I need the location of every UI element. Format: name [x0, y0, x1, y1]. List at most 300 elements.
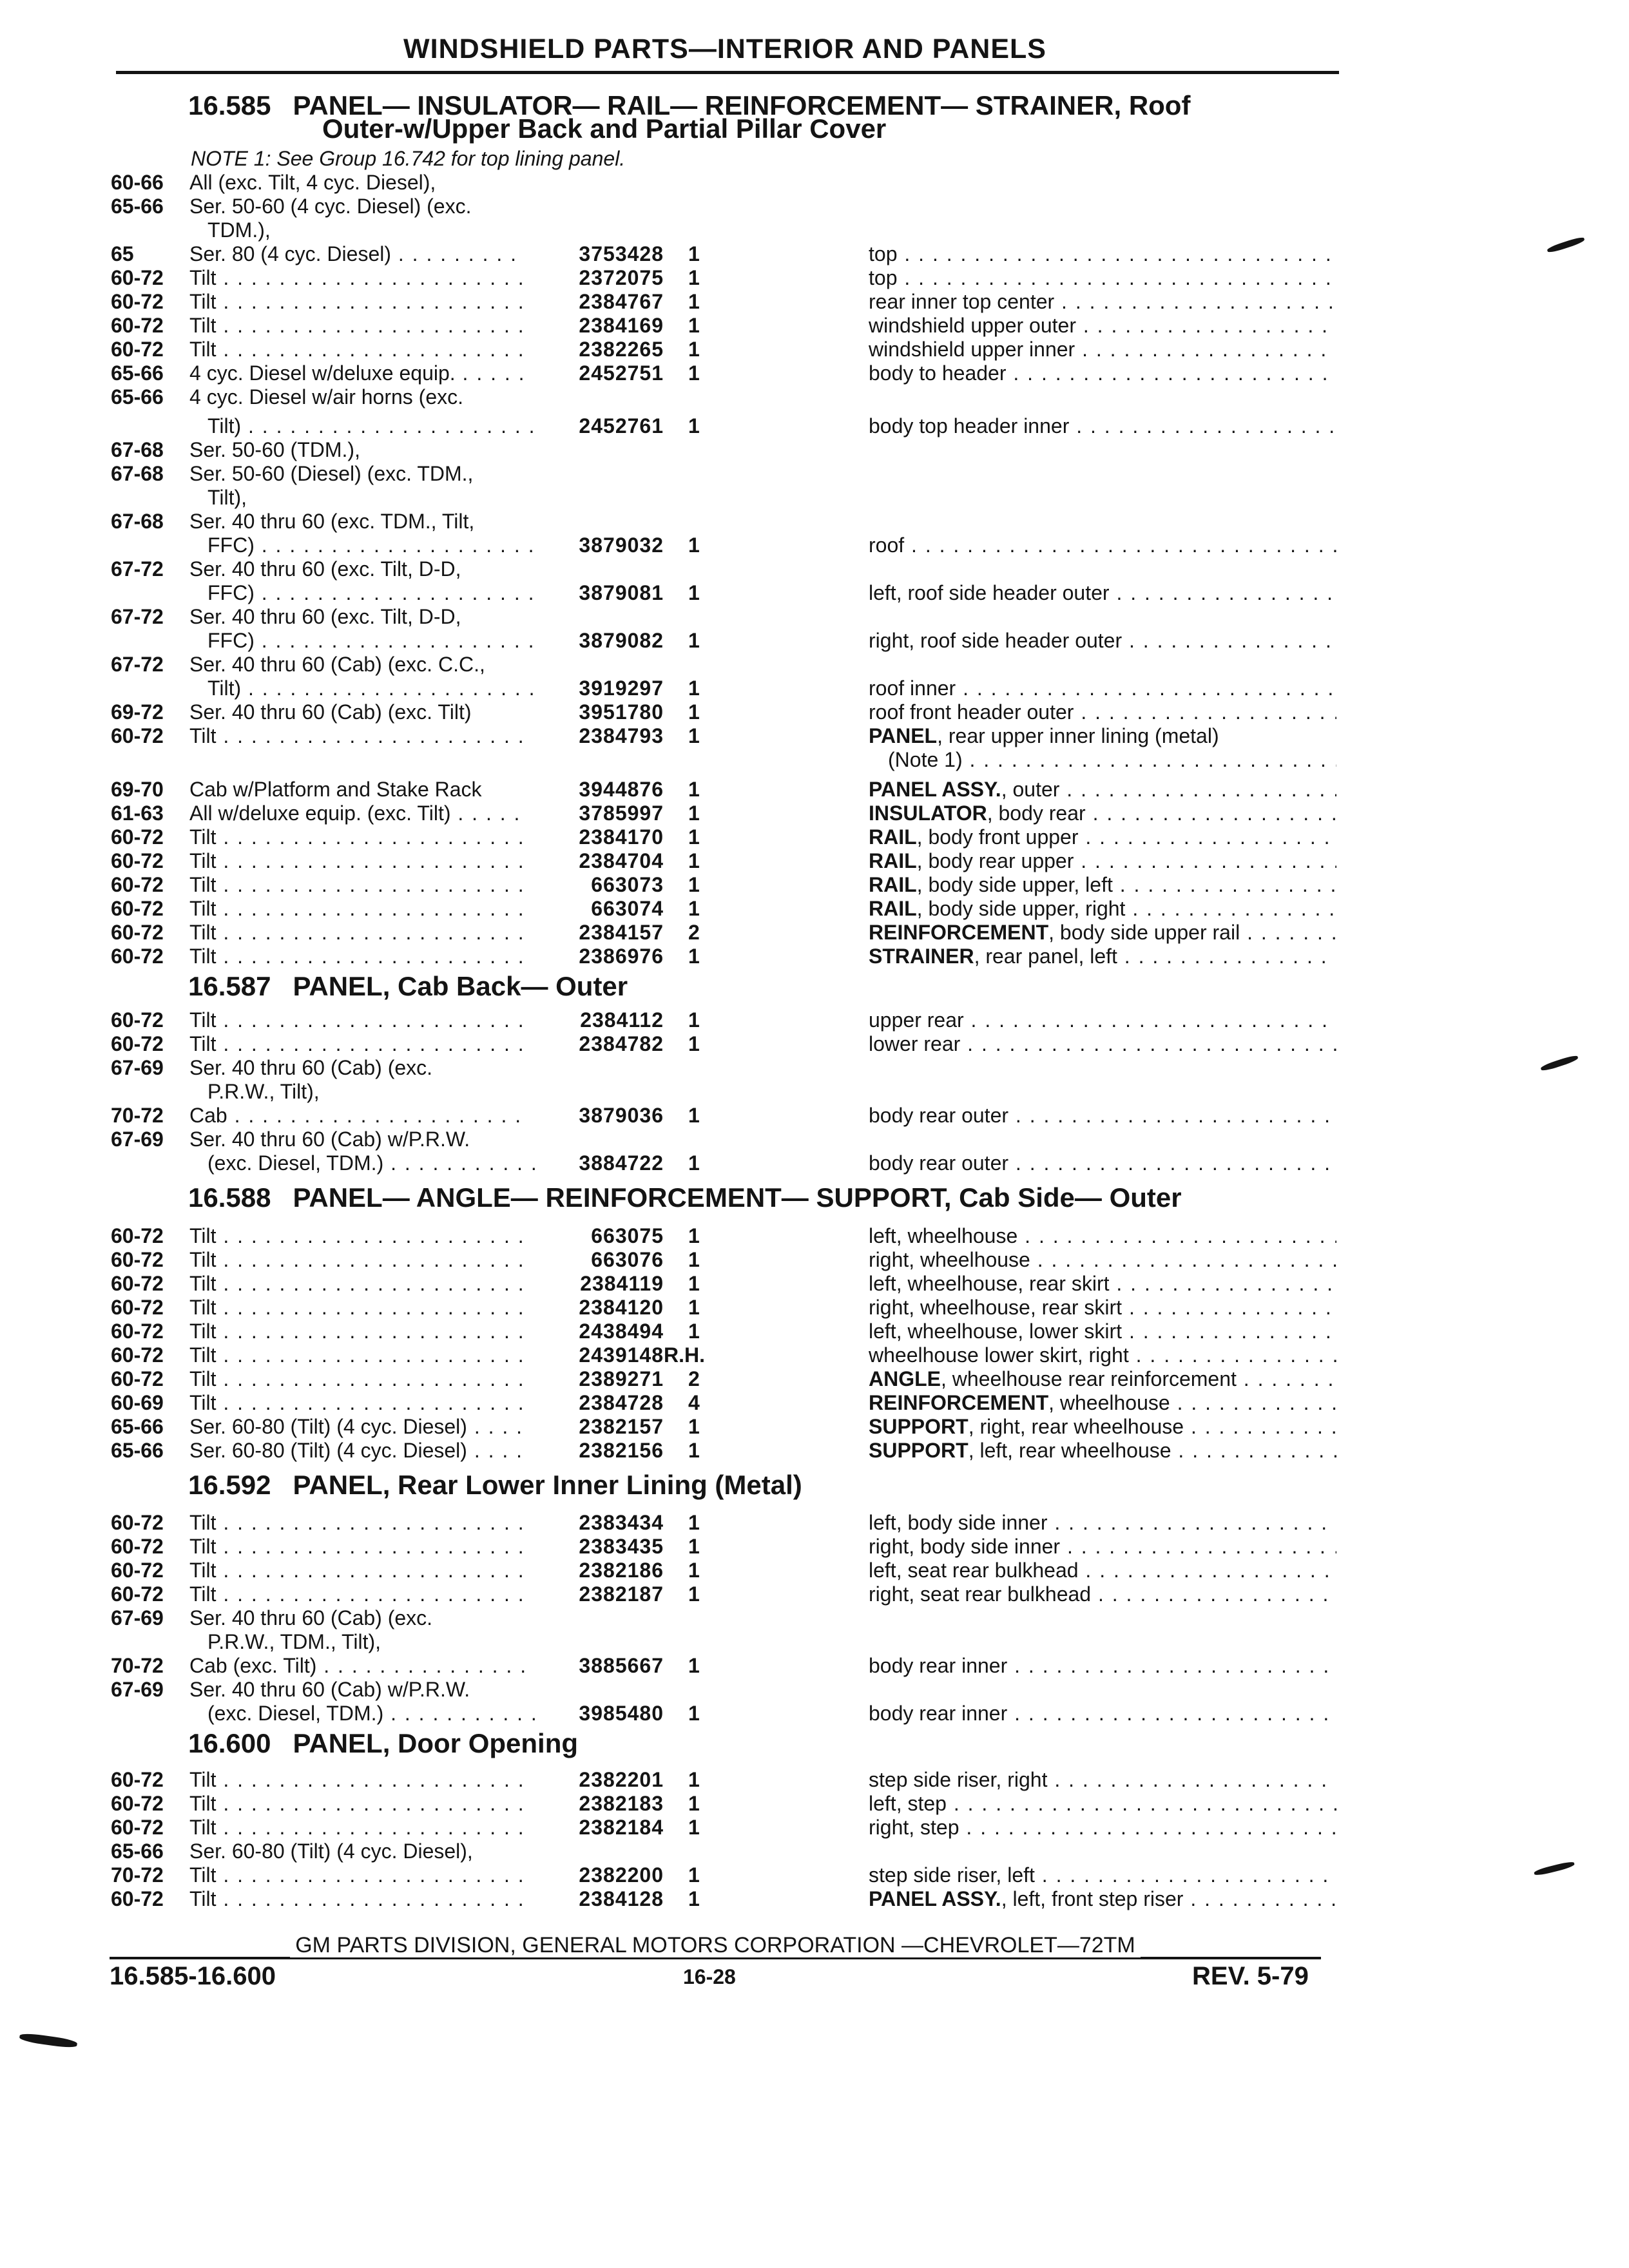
part-name: body to header . . . [869, 361, 1336, 385]
footer-publisher [110, 1933, 1321, 1958]
model-years: 60-72 [111, 290, 164, 313]
model-years: 60-72 [111, 266, 164, 289]
application: Tilt . . . [189, 825, 525, 849]
application: Tilt . . . [189, 1816, 525, 1840]
model-years: 60-72 [111, 1582, 164, 1606]
application: All w/deluxe equip. (exc. Tilt) . . . [189, 802, 525, 825]
part-number: 3879081 [579, 581, 664, 604]
part-name: left, wheelhouse, rear skirt . . . [869, 1272, 1336, 1296]
application: Ser. 50-60 (TDM.), [189, 438, 360, 461]
application: Tilt) . . . [207, 414, 543, 438]
model-years: 70-72 [111, 1863, 164, 1887]
quantity: 1 [688, 849, 700, 872]
part-name: body rear outer . . . [869, 1151, 1336, 1175]
quantity: 1 [688, 700, 700, 724]
application: FFC) . . . [207, 629, 543, 653]
part-number: 2382200 [579, 1863, 664, 1887]
application: FFC) . . . [207, 533, 543, 557]
part-number: 2384728 [579, 1391, 664, 1414]
part-name [869, 945, 1336, 968]
part-number: 3919297 [579, 677, 664, 700]
model-years: 60-72 [111, 921, 164, 944]
application: Ser. 40 thru 60 (Cab) (exc. C.C., [189, 653, 485, 676]
part-number: 2383434 [579, 1511, 664, 1534]
part-name: upper rear . . . [869, 1008, 1336, 1032]
application: FFC) . . . [207, 581, 543, 605]
application: Tilt . . . [189, 1272, 525, 1296]
model-years: 60-72 [111, 945, 164, 968]
part-number: 663073 [591, 873, 664, 896]
part-name: rear inner top center . . . [869, 290, 1336, 314]
part-number: 2382187 [579, 1582, 664, 1606]
model-years: 60-72 [111, 1792, 164, 1815]
model-years: 60-72 [111, 1816, 164, 1839]
scan-mark [1540, 1054, 1579, 1072]
part-name-bold: PANEL [869, 724, 938, 747]
application: Tilt . . . [189, 1559, 525, 1582]
part-number: 2382156 [579, 1439, 664, 1462]
application: Tilt . . . [189, 1511, 525, 1535]
quantity: 1 [688, 266, 700, 289]
model-years: 60-72 [111, 1032, 164, 1055]
model-years: 67-68 [111, 438, 164, 461]
quantity: 1 [688, 1296, 700, 1319]
application: Ser. 40 thru 60 (Cab) w/P.R.W. [189, 1128, 470, 1151]
quantity: 1 [688, 1104, 700, 1127]
application: Ser. 60-80 (Tilt) (4 cyc. Diesel) . . . [189, 1439, 525, 1463]
part-number: 2384112 [580, 1008, 664, 1032]
part-name: right, step . . . [869, 1816, 1336, 1840]
quantity: 1 [688, 1887, 700, 1910]
part-name [869, 825, 1336, 849]
part-number: 3879036 [579, 1104, 664, 1127]
model-years: 65-66 [111, 1439, 164, 1462]
quantity: 1 [688, 873, 700, 896]
application: Tilt . . . [189, 338, 525, 361]
part-name-rest: , right, rear wheelhouse [968, 1415, 1184, 1438]
model-years: 65 [111, 242, 134, 265]
section-title: PANEL— INSULATOR— RAIL— REINFORCEMENT— STRAINER, Roof [293, 90, 1191, 120]
scan-mark [1547, 236, 1585, 254]
part-name-bold: RAIL [869, 873, 917, 896]
application: Ser. 40 thru 60 (Cab) w/P.R.W. [189, 1678, 470, 1701]
model-years: 60-66 [111, 171, 164, 194]
quantity: 1 [688, 1559, 700, 1582]
part-name: left, roof side header outer . . . [869, 581, 1336, 605]
application: 4 cyc. Diesel w/deluxe equip. . . . [189, 361, 525, 385]
section-note: NOTE 1: See Group 16.742 for top lining panel. [191, 147, 626, 170]
quantity: 1 [688, 1320, 700, 1343]
application: P.R.W., TDM., Tilt), [207, 1630, 381, 1653]
part-name [869, 1439, 1336, 1463]
part-name: top . . . [869, 242, 1336, 266]
model-years: 67-72 [111, 557, 164, 581]
part-name: roof . . . [869, 533, 1336, 557]
model-years: 65-66 [111, 361, 164, 385]
quantity: 1 [688, 1863, 700, 1887]
part-name-bold: REINFORCEMENT [869, 1391, 1049, 1414]
part-name [869, 1367, 1336, 1391]
quantity: 1 [688, 825, 700, 849]
part-number: 2384170 [579, 825, 664, 849]
model-years: 60-72 [111, 1296, 164, 1319]
footer-revision: REV. 5-79 [1192, 1962, 1309, 1990]
application: Tilt . . . [189, 1535, 525, 1559]
model-years: 60-72 [111, 1559, 164, 1582]
quantity: 1 [688, 724, 700, 747]
part-name [869, 1391, 1336, 1415]
model-years: 60-72 [111, 1511, 164, 1534]
part-name [869, 873, 1336, 897]
part-name [869, 802, 1336, 825]
quantity: 1 [688, 802, 700, 825]
part-name: wheelhouse lower skirt, right . . . [869, 1343, 1336, 1367]
application: Ser. 50-60 (4 cyc. Diesel) (exc. [189, 195, 472, 218]
application: Ser. 50-60 (Diesel) (exc. TDM., [189, 462, 474, 485]
quantity: 1 [688, 1511, 700, 1534]
quantity: 1 [688, 1439, 700, 1462]
model-years: 60-72 [111, 1320, 164, 1343]
application: Tilt . . . [189, 1343, 525, 1367]
application: Tilt . . . [189, 1582, 525, 1606]
part-name: windshield upper inner . . . [869, 338, 1336, 361]
part-name-bold: ANGLE [869, 1367, 941, 1390]
part-name-rest: , outer [1001, 778, 1060, 801]
quantity: 1 [688, 1816, 700, 1839]
quantity: 1 [688, 1535, 700, 1558]
model-years: 65-66 [111, 195, 164, 218]
model-years: 67-68 [111, 510, 164, 533]
part-number: 2382265 [579, 338, 664, 361]
quantity: 1 [688, 581, 700, 604]
part-name-bold: RAIL [869, 849, 917, 872]
application: Cab . . . [189, 1104, 525, 1128]
part-number: 3753428 [579, 242, 664, 265]
application: Tilt . . . [189, 266, 525, 290]
section-number: 16.585 [188, 90, 271, 120]
part-number: 3944876 [579, 778, 664, 801]
quantity: 1 [688, 1582, 700, 1606]
part-number: 2384793 [579, 724, 664, 747]
part-number: 3951780 [579, 700, 664, 724]
part-name: step side riser, left . . . [869, 1863, 1336, 1887]
part-name: left, body side inner . . . [869, 1511, 1336, 1535]
part-number: 663076 [591, 1248, 664, 1271]
application: Tilt . . . [189, 1768, 525, 1792]
part-name-rest: , body side upper rail [1048, 921, 1240, 944]
section-heading [188, 971, 628, 1002]
model-years: 60-72 [111, 873, 164, 896]
part-number: 3879082 [579, 629, 664, 652]
part-name: body top header inner . . . [869, 414, 1336, 438]
part-name-rest: , left, rear wheelhouse [968, 1439, 1171, 1462]
part-number: 2382184 [579, 1816, 664, 1839]
application: Cab (exc. Tilt) . . . [189, 1654, 525, 1678]
part-name-rest: , wheelhouse [1048, 1391, 1170, 1414]
part-number: 2386976 [579, 945, 664, 968]
part-name-rest: , rear upper inner lining (metal) [937, 724, 1219, 747]
part-number: 2384767 [579, 290, 664, 313]
part-number: 2384119 [580, 1272, 664, 1295]
part-name: top . . . [869, 266, 1336, 290]
model-years: 60-72 [111, 825, 164, 849]
part-number: 3785997 [579, 802, 664, 825]
section-heading [188, 1728, 578, 1759]
model-years: 67-69 [111, 1128, 164, 1151]
quantity: 1 [688, 242, 700, 265]
quantity: 1 [688, 1151, 700, 1175]
application: Tilt . . . [189, 1248, 525, 1272]
part-name-rest: , body side upper, right [916, 897, 1126, 920]
application: Ser. 40 thru 60 (exc. TDM., Tilt, [189, 510, 475, 533]
section-heading [188, 1470, 802, 1501]
part-name [869, 1415, 1336, 1439]
part-name-bold: PANEL ASSY. [869, 778, 1001, 801]
model-years: 60-72 [111, 338, 164, 361]
application: Cab w/Platform and Stake Rack [189, 778, 482, 801]
part-number: 2384128 [579, 1887, 664, 1910]
part-name: right, seat rear bulkhead . . . [869, 1582, 1336, 1606]
application: Tilt . . . [189, 314, 525, 338]
part-number: 2382183 [579, 1792, 664, 1815]
part-name: left, step . . . [869, 1792, 1336, 1816]
quantity: 1 [688, 1768, 700, 1791]
part-number: 2382186 [579, 1559, 664, 1582]
part-name: step side riser, right . . . [869, 1768, 1336, 1792]
part-number: 3884722 [579, 1151, 664, 1175]
model-years: 60-72 [111, 1343, 164, 1367]
part-name-rest: , rear panel, left [974, 945, 1117, 968]
application: Ser. 40 thru 60 (exc. Tilt, D-D, [189, 605, 461, 628]
part-name: roof front header outer . . . [869, 700, 1336, 724]
part-number: 663074 [591, 897, 664, 920]
application: All (exc. Tilt, 4 cyc. Diesel), [189, 171, 436, 194]
quantity: 1 [688, 1702, 700, 1725]
part-name: roof inner . . . [869, 677, 1336, 700]
footer-page-number: 16-28 [683, 1965, 736, 1988]
part-name: body rear inner . . . [869, 1702, 1336, 1725]
model-years: 69-72 [111, 700, 164, 724]
application: (exc. Diesel, TDM.) . . . [207, 1151, 543, 1175]
section-title: PANEL— ANGLE— REINFORCEMENT— SUPPORT, Cab Side— Outer [293, 1182, 1182, 1213]
application: Tilt) . . . [207, 677, 543, 700]
application: Tilt . . . [189, 1224, 525, 1248]
application: Ser. 40 thru 60 (Cab) (exc. [189, 1606, 433, 1629]
quantity: 1 [688, 629, 700, 652]
part-name-bold: SUPPORT [869, 1439, 969, 1462]
part-number: 2372075 [579, 266, 664, 289]
quantity: 1 [688, 897, 700, 920]
section-number: 16.592 [188, 1470, 271, 1500]
part-name [869, 849, 1336, 873]
model-years: 60-72 [111, 1272, 164, 1295]
part-name-bold: REINFORCEMENT [869, 921, 1049, 944]
header-rule [116, 71, 1339, 74]
part-name: left, wheelhouse, lower skirt . . . [869, 1320, 1336, 1343]
scan-mark [19, 2032, 77, 2049]
application: Tilt . . . [189, 849, 525, 873]
part-name-rest: , body front upper [916, 825, 1079, 849]
model-years: 67-72 [111, 605, 164, 628]
quantity: 1 [688, 1654, 700, 1677]
model-years: 60-72 [111, 1535, 164, 1558]
quantity: 1 [688, 1008, 700, 1032]
application: Tilt . . . [189, 1320, 525, 1343]
model-years: 60-72 [111, 849, 164, 872]
model-years: 60-72 [111, 1008, 164, 1032]
part-number: 2383435 [579, 1535, 664, 1558]
part-name: right, body side inner . . . [869, 1535, 1336, 1559]
part-number: 2438494 [579, 1320, 664, 1343]
quantity: 2 [688, 921, 700, 944]
model-years: 60-72 [111, 1248, 164, 1271]
part-name-bold: STRAINER [869, 945, 974, 968]
application: Ser. 40 thru 60 (Cab) (exc. Tilt) [189, 700, 472, 724]
part-name: (Note 1) . . . [888, 748, 1336, 772]
model-years: 65-66 [111, 385, 164, 408]
part-name [869, 1887, 1336, 1911]
model-years: 70-72 [111, 1654, 164, 1677]
quantity: 1 [688, 1032, 700, 1055]
application: Tilt . . . [189, 945, 525, 968]
model-years: 60-72 [111, 1768, 164, 1791]
part-name: right, roof side header outer . . . [869, 629, 1336, 653]
part-name-bold: RAIL [869, 825, 917, 849]
part-name-bold: RAIL [869, 897, 917, 920]
footer-group-range: 16.585-16.600 [110, 1962, 276, 1990]
quantity: 1 [688, 338, 700, 361]
scan-mark [1534, 1860, 1576, 1876]
model-years: 60-72 [111, 1887, 164, 1910]
quantity: 1 [688, 1792, 700, 1815]
application: TDM.), [207, 218, 271, 242]
part-number: 2384782 [579, 1032, 664, 1055]
model-years: 69-70 [111, 778, 164, 801]
part-name-rest: , body rear upper [916, 849, 1074, 872]
quantity: 1 [688, 1415, 700, 1438]
model-years: 60-72 [111, 1224, 164, 1247]
application: (exc. Diesel, TDM.) . . . [207, 1702, 543, 1725]
part-name-bold: PANEL ASSY. [869, 1887, 1001, 1910]
model-years: 61-63 [111, 802, 164, 825]
section-title: PANEL, Rear Lower Inner Lining (Metal) [293, 1470, 802, 1500]
quantity: 2 [688, 1367, 700, 1390]
part-number: 2439148 [579, 1343, 664, 1367]
quantity: 1 [688, 945, 700, 968]
model-years: 67-72 [111, 653, 164, 676]
section-number: 16.600 [188, 1728, 271, 1758]
part-name-rest: , left, front step riser [1001, 1887, 1184, 1910]
application: Tilt . . . [189, 724, 525, 748]
part-number: 2382157 [579, 1415, 664, 1438]
part-number: 3879032 [579, 533, 664, 557]
model-years: 67-68 [111, 462, 164, 485]
quantity: 1 [688, 677, 700, 700]
application: Tilt), [207, 486, 247, 509]
part-number: 2384120 [579, 1296, 664, 1319]
application: 4 cyc. Diesel w/air horns (exc. [189, 385, 464, 408]
section-subtitle: Outer-w/Upper Back and Partial Pillar Cover [322, 113, 887, 144]
application: Ser. 60-80 (Tilt) (4 cyc. Diesel), [189, 1840, 473, 1863]
application: Tilt . . . [189, 1296, 525, 1320]
page-header-title: WINDSHIELD PARTS—INTERIOR AND PANELS [403, 34, 1046, 64]
part-number: 2384157 [579, 921, 664, 944]
quantity: 1 [688, 1272, 700, 1295]
section-heading [188, 1182, 1182, 1213]
application: Tilt . . . [189, 1792, 525, 1816]
application: Ser. 80 (4 cyc. Diesel) . . . [189, 242, 525, 266]
part-name: left, wheelhouse . . . [869, 1224, 1336, 1248]
model-years: 67-69 [111, 1606, 164, 1629]
application: Tilt . . . [189, 1391, 525, 1415]
section-title: PANEL, Cab Back— Outer [293, 971, 628, 1001]
part-name [869, 724, 1336, 748]
quantity: 1 [688, 778, 700, 801]
quantity: 1 [688, 290, 700, 313]
application: Tilt . . . [189, 1032, 525, 1056]
part-number: 2452751 [579, 361, 664, 385]
quantity: R.H. [664, 1343, 705, 1367]
part-name: right, wheelhouse, rear skirt . . . [869, 1296, 1336, 1320]
model-years: 60-69 [111, 1391, 164, 1414]
application: Ser. 60-80 (Tilt) (4 cyc. Diesel) . . . [189, 1415, 525, 1439]
quantity: 1 [688, 361, 700, 385]
part-name [869, 897, 1336, 921]
part-number: 663075 [591, 1224, 664, 1247]
part-name-rest: , body rear [987, 802, 1086, 825]
part-name-bold: SUPPORT [869, 1415, 969, 1438]
part-name: body rear outer . . . [869, 1104, 1336, 1128]
quantity: 1 [688, 1224, 700, 1247]
quantity: 1 [688, 414, 700, 437]
quantity: 4 [688, 1391, 700, 1414]
part-number: 2384169 [579, 314, 664, 337]
application: Tilt . . . [189, 921, 525, 945]
part-name [869, 921, 1336, 945]
part-number: 2382201 [579, 1768, 664, 1791]
application: Ser. 40 thru 60 (Cab) (exc. [189, 1056, 433, 1079]
section-number: 16.588 [188, 1182, 271, 1213]
part-name: lower rear . . . [869, 1032, 1336, 1056]
part-name: left, seat rear bulkhead . . . [869, 1559, 1336, 1582]
part-name: windshield upper outer . . . [869, 314, 1336, 338]
model-years: 65-66 [111, 1415, 164, 1438]
model-years: 65-66 [111, 1840, 164, 1863]
application: Tilt . . . [189, 1367, 525, 1391]
quantity: 1 [688, 1248, 700, 1271]
part-name: right, wheelhouse . . . [869, 1248, 1336, 1272]
application: Ser. 40 thru 60 (exc. Tilt, D-D, [189, 557, 461, 581]
application: Tilt . . . [189, 873, 525, 897]
part-number: 2384704 [579, 849, 664, 872]
application: P.R.W., Tilt), [207, 1080, 320, 1103]
model-years: 60-72 [111, 1367, 164, 1390]
model-years: 60-72 [111, 314, 164, 337]
model-years: 67-69 [111, 1678, 164, 1701]
model-years: 60-72 [111, 897, 164, 920]
footer-publisher-text: GM PARTS DIVISION, GENERAL MOTORS CORPORATION —CHEVROLET—72TM [290, 1933, 1141, 1957]
part-name [869, 778, 1336, 802]
part-name-rest: , wheelhouse rear reinforcement [941, 1367, 1237, 1390]
application: Tilt . . . [189, 897, 525, 921]
part-number: 2452761 [579, 414, 664, 437]
application: Tilt . . . [189, 1887, 525, 1911]
part-number: 3885667 [579, 1654, 664, 1677]
part-number: 2389271 [579, 1367, 664, 1390]
application: Tilt . . . [189, 1008, 525, 1032]
application: Tilt . . . [189, 290, 525, 314]
section-number: 16.587 [188, 971, 271, 1001]
